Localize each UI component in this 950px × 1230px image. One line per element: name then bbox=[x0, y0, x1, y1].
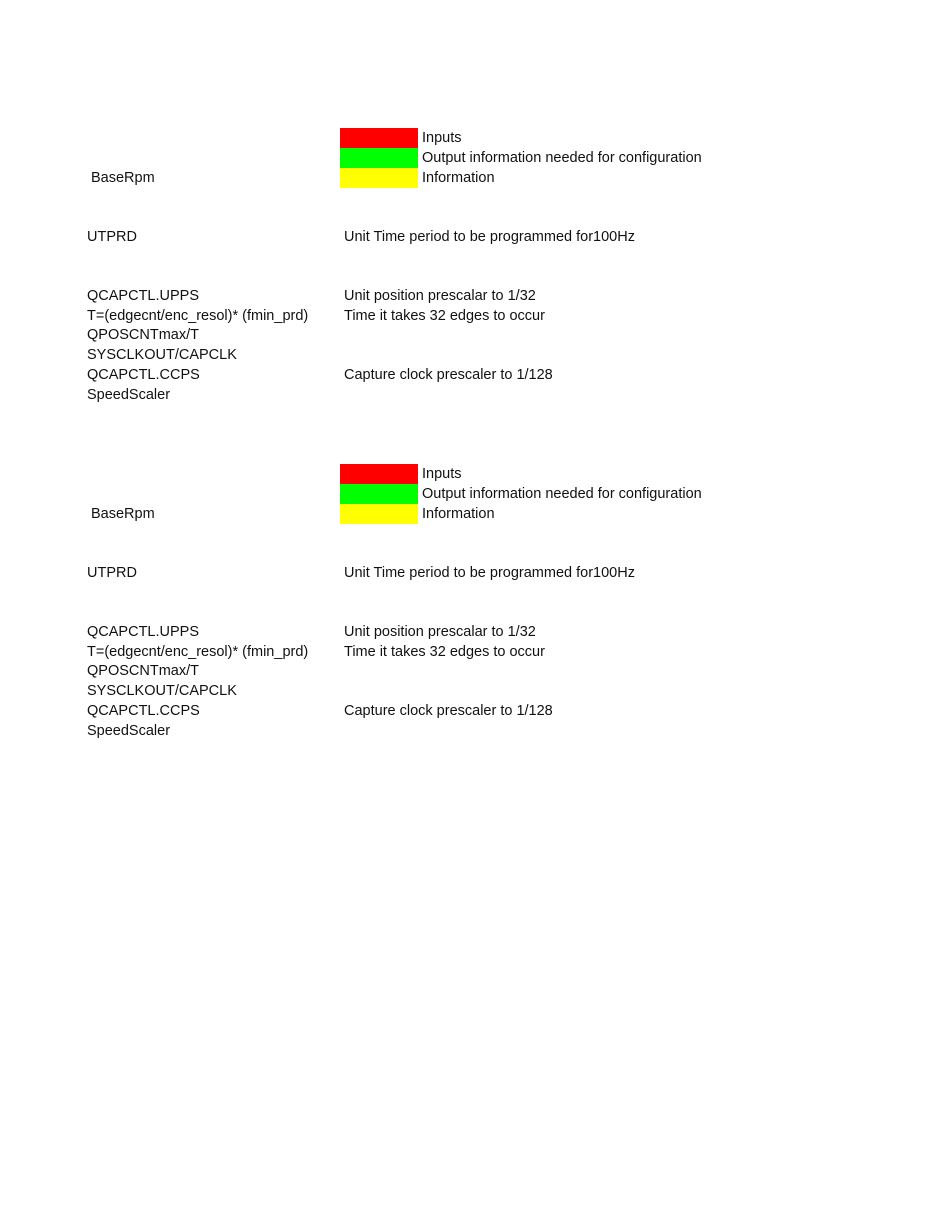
legend-information-label: Information bbox=[422, 506, 495, 522]
speed-scaler-label: SpeedScaler bbox=[87, 723, 171, 739]
output-color-swatch bbox=[340, 484, 418, 504]
utprd-note: Unit Time period to be programmed for100Hz bbox=[344, 565, 635, 581]
sysclk-label: SYSCLKOUT/CAPCLK bbox=[87, 347, 237, 363]
upps-note: Unit position prescalar to 1/32 bbox=[344, 288, 536, 304]
output-color-swatch bbox=[340, 148, 418, 168]
inputs-color-swatch bbox=[340, 128, 418, 148]
ccps-label: QCAPCTL.CCPS bbox=[87, 703, 200, 719]
utprd-label: UTPRD bbox=[87, 229, 137, 245]
upps-label: QCAPCTL.UPPS bbox=[87, 288, 199, 304]
ccps-label: QCAPCTL.CCPS bbox=[87, 367, 200, 383]
qposcnt-label: QPOSCNTmax/T bbox=[87, 663, 199, 679]
upps-label: QCAPCTL.UPPS bbox=[87, 624, 199, 640]
legend-inputs-label: Inputs bbox=[422, 466, 462, 482]
sysclk-label: SYSCLKOUT/CAPCLK bbox=[87, 683, 237, 699]
t-formula-note: Time it takes 32 edges to occur bbox=[344, 308, 545, 324]
inputs-color-swatch bbox=[340, 464, 418, 484]
legend-output-label: Output information needed for configuration bbox=[422, 150, 702, 166]
base-rpm-label: BaseRpm bbox=[91, 170, 155, 186]
upps-note: Unit position prescalar to 1/32 bbox=[344, 624, 536, 640]
config-block-1 bbox=[0, 128, 950, 428]
legend-information-label: Information bbox=[422, 170, 495, 186]
information-color-swatch bbox=[340, 504, 418, 524]
base-rpm-label: BaseRpm bbox=[91, 506, 155, 522]
legend-output-label: Output information needed for configuration bbox=[422, 486, 702, 502]
legend-inputs-label: Inputs bbox=[422, 130, 462, 146]
information-color-swatch bbox=[340, 168, 418, 188]
t-formula-note: Time it takes 32 edges to occur bbox=[344, 644, 545, 660]
config-block-2 bbox=[0, 464, 950, 764]
utprd-label: UTPRD bbox=[87, 565, 137, 581]
utprd-note: Unit Time period to be programmed for100Hz bbox=[344, 229, 635, 245]
ccps-note: Capture clock prescaler to 1/128 bbox=[344, 703, 553, 719]
speed-scaler-label: SpeedScaler bbox=[87, 387, 171, 403]
qposcnt-label: QPOSCNTmax/T bbox=[87, 327, 199, 343]
ccps-note: Capture clock prescaler to 1/128 bbox=[344, 367, 553, 383]
t-formula-label: T=(edgecnt/enc_resol)* (fmin_prd) bbox=[87, 644, 309, 660]
t-formula-label: T=(edgecnt/enc_resol)* (fmin_prd) bbox=[87, 308, 309, 324]
